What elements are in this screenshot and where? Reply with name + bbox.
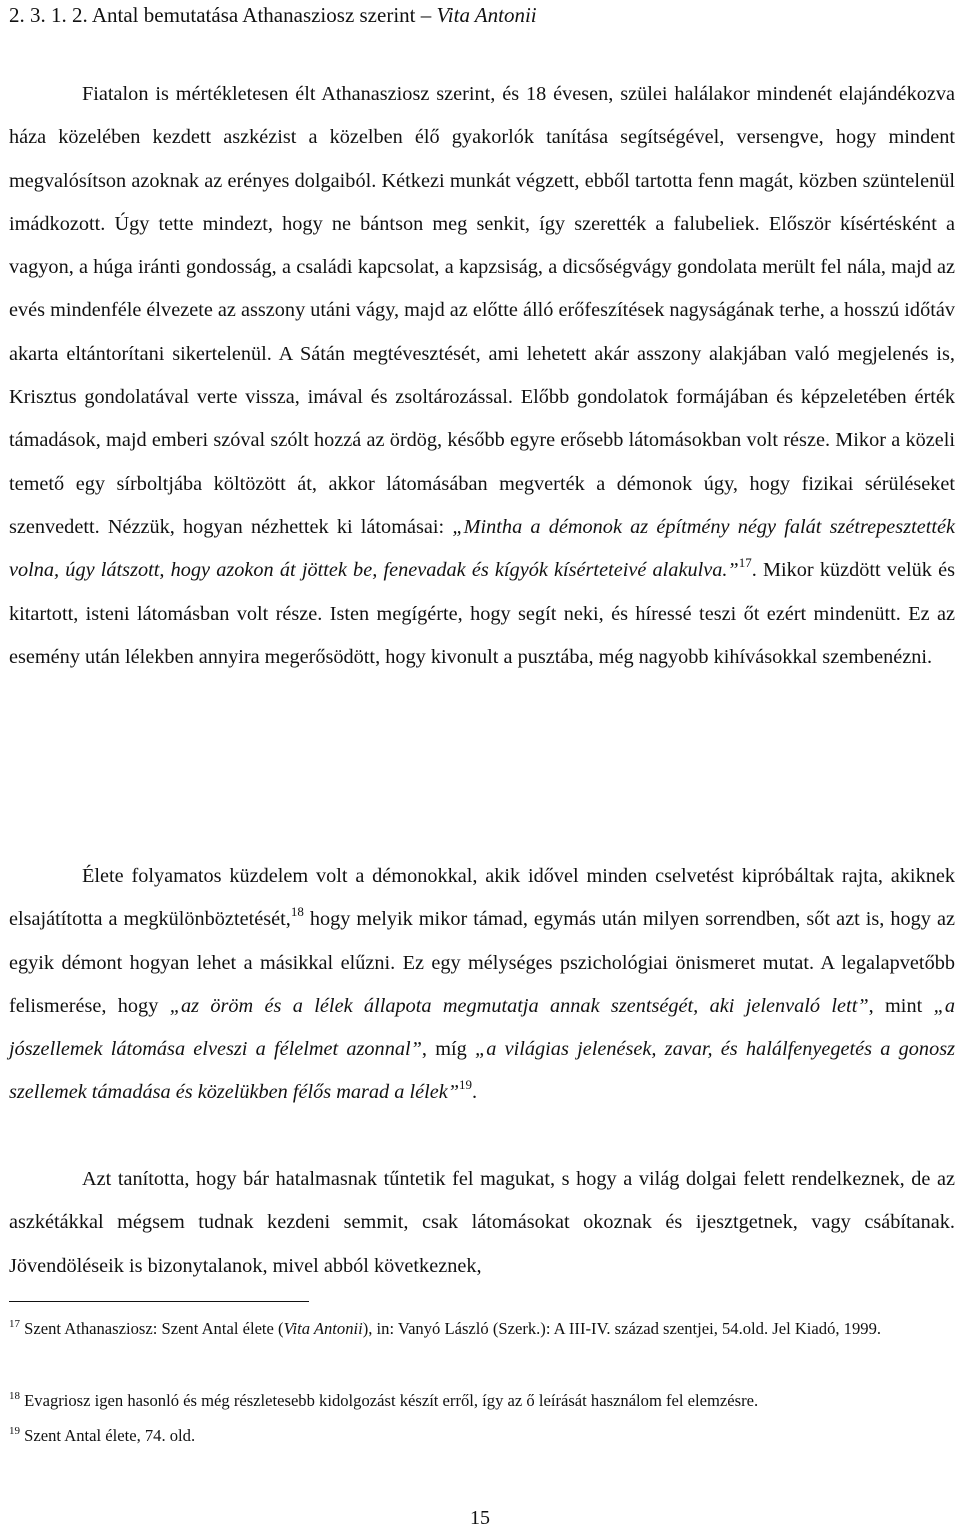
footnote-19 [9, 1421, 955, 1450]
footnote-ref-19: 19 [459, 1077, 473, 1093]
footnote-ref-18: 18 [290, 904, 304, 920]
paragraph-2 [9, 855, 955, 1115]
footnote-17-number: 17 [9, 1318, 20, 1330]
footnote-18 [9, 1386, 955, 1415]
paragraph-1-text-end: . Mikor küzdött velük és kitartott, isteni látomásban volt része. Isten megígérte, hogy segít neki, és híressé teszi őt ezért mindenütt. Ez az esemény után lélekben annyira megerősödött, hogy kivonult a pusztába, még nagyobb kihívásokkal szembenézni. [9, 559, 956, 668]
paragraph-2-quote-1: „az öröm és a lélek állapota megmutatja annak szentségét, aki jelenvaló lett” [169, 994, 869, 1017]
paragraph-2-text-end: . [472, 1081, 478, 1104]
paragraph-2-connector-2: , míg [421, 1038, 475, 1061]
footnote-17-italic: Vita Antonii [283, 1319, 363, 1338]
footnote-19-number: 19 [9, 1425, 20, 1437]
section-number: 2. 3. 1. 2. [9, 3, 88, 27]
paragraph-3 [9, 1158, 955, 1288]
paragraph-2-quote-3: „a világias jelenések, zavar, és halálfenyegetés a gonosz szellemek támadása és közelükben félős marad a lélek” [9, 1038, 955, 1104]
paragraph-2-text: Élete folyamatos küzdelem volt a démonokkal, akik idővel minden cselvetést kipróbáltak rajta, akiknek elsajátította a megkülönböztetését, [9, 865, 955, 931]
section-title-italic: Vita Antonii [436, 3, 537, 27]
footnote-17-text-end: ), in: Vanyó László (Szerk.): A III-IV. század szentjei, 54.old. Jel Kiadó, 1999. [362, 1319, 882, 1338]
paragraph-1-quote: „Mintha a démonok az építmény négy falát szétrepesztették volna, úgy látszott, hogy azokon át jöttek be, fenevadak és kígyók kísérteteivé alakulva.” [9, 515, 955, 582]
footnote-17-text: Szent Athanasziosz: Szent Antal élete ( [20, 1319, 284, 1338]
section-title: Antal bemutatása Athanasziosz szerint – [91, 3, 437, 27]
paragraph-2-text-middle: hogy melyik mikor támad, egymás után milyen sorrendben, sőt azt is, hogy az egyik démont hogyan lehet a másikkal elűzni. Ez egy mélységes pszichológiai önismeret mutat. A legalapvetőbb felismerése, hogy [9, 908, 955, 1017]
paragraph-1 [9, 73, 955, 679]
paragraph-2-connector-1: , mint [868, 994, 934, 1017]
footnote-18-text: Evagriosz igen hasonló és még részletesebb kidolgozást készít erről, így az ő leírását használom fel elemzésre. [20, 1391, 759, 1410]
paragraph-2-quote-2: „a jószellemek látomása elveszi a félelmet azonnal” [9, 994, 956, 1061]
page-number: 15 [470, 1507, 490, 1529]
footnote-separator [9, 1301, 309, 1302]
footnote-18-number: 18 [9, 1390, 20, 1402]
footnote-ref-17: 17 [738, 555, 752, 571]
footnote-19-text: Szent Antal élete, 74. old. [20, 1426, 196, 1445]
paragraph-3-text: Azt tanította, hogy bár hatalmasnak tűntetik fel magukat, s hogy a világ dolgai felett rendelkeznek, de az aszkétákkal mégsem tudnak kezdeni semmit, csak látomásokat okoznak és ijesztgetnek, vagy csábítanak. Jövendöléseik is bizonytalanok, mivel abból következnek, [9, 1168, 955, 1277]
paragraph-1-text: Fiatalon is mértékletesen élt Athanasziosz szerint, és 18 évesen, szülei halálakor mindenét elajándékozva háza közelében kezdett aszkézist a közelben élő gyakorlók tanítása segítségével, versengve, hogy mindent megvalósítson azoknak az erényes dolgaiból. Kétkezi munkát végzett, ebből tartotta fenn magát, közben szüntelenül imádkozott. Úgy tette mindezt, hogy ne bántson meg senkit, így szerették a falubeliek. Először kísértésként a vagyon, a húga iránti gondosság, a családi kapcsolat, a kapzsiság, a dicsőségvágy gondolata merült fel nála, majd az evés mindenféle élvezete az asszony utáni vágy, majd az előtte álló erőfeszítések nagyságának terhe, a hosszú időtáv akarta eltántorítani sikertelenül. A Sátán megtévesztését, ami lehetett akár asszony alakjában való megjelenés is, Krisztus gondolatával verte vissza, imával és zsoltározással. Előbb gondolatok formájában és képzeletében érték támadások, majd emberi szóval szólt hozzá az ördög, később egyre erősebb látomásokban volt része. Mikor a közeli temető egy sírboltjába költözött át, akkor látomásában megverték a démonok úgy, hogy fizikai sérüléseket szenvedett. Nézzük, hogyan nézhettek ki látomásai: [9, 83, 955, 538]
section-heading [9, 0, 537, 30]
footnote-17 [9, 1314, 955, 1343]
